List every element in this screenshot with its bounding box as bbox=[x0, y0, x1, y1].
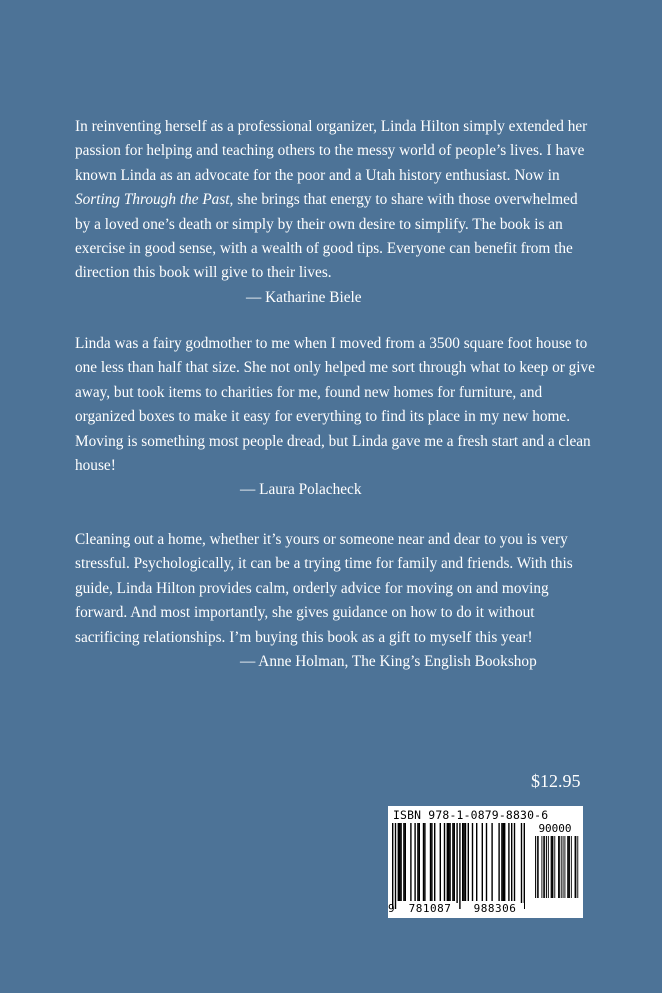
barcode-bar bbox=[554, 836, 555, 898]
barcode-bar bbox=[537, 836, 538, 898]
barcode-bar bbox=[463, 823, 464, 901]
barcode-bar bbox=[410, 823, 411, 901]
testimonial-attribution: — Katharine Biele bbox=[246, 288, 362, 306]
barcode-bar bbox=[546, 836, 547, 898]
barcode-bar bbox=[511, 823, 512, 901]
barcode-bar bbox=[571, 836, 572, 898]
barcode-bar bbox=[558, 836, 559, 898]
barcode-bar bbox=[430, 823, 431, 901]
testimonial-katharine-biele bbox=[75, 115, 595, 310]
barcode-bar bbox=[403, 823, 404, 901]
barcode-bar bbox=[431, 823, 432, 901]
barcode-bar bbox=[524, 823, 525, 909]
barcode-bar bbox=[535, 836, 536, 898]
price-addon-number: 90000 bbox=[538, 822, 572, 835]
barcode-bar bbox=[482, 823, 483, 901]
barcode-bar bbox=[503, 823, 504, 901]
barcode-bar bbox=[392, 823, 393, 909]
barcode-bar bbox=[501, 823, 502, 901]
barcode-bar bbox=[575, 836, 576, 898]
ean-right-digits: 988306 bbox=[466, 903, 524, 915]
barcode-bar bbox=[476, 823, 477, 901]
barcode-bar bbox=[552, 836, 553, 898]
testimonial-text: Linda was a fairy godmother to me when I moved from a 3500 square foot house to one less than half that size. She not only helped me sort through what to keep or give away, but took items to charities for me, found new homes for furniture, and organized boxes to make it easy for everything to find its place in my new home. Moving is something most people dread, but Linda gave me a fresh start and a clean house! bbox=[75, 335, 595, 475]
barcode-bar bbox=[395, 823, 396, 909]
testimonial-text: Cleaning out a home, whether it’s yours or someone near and dear to you is very stressful. Psychologically, it can be a trying time for family and friends. With this guide, Linda Hilton provides calm, orderly advice for moving on and moving forward. And most importantly, she gives guidance on how to do it without sacrificing relationships. I’m buying this book as a gift to myself this year! bbox=[75, 531, 573, 646]
barcode-bar bbox=[551, 836, 552, 898]
barcode-bar bbox=[400, 823, 401, 901]
barcode-bar bbox=[456, 823, 457, 909]
barcode-bar bbox=[405, 823, 406, 901]
barcode-bar bbox=[552, 836, 553, 898]
barcode-bar bbox=[414, 823, 415, 901]
barcode-bar bbox=[423, 823, 424, 901]
barcode-bar bbox=[575, 836, 576, 898]
barcode-bar bbox=[459, 823, 460, 909]
barcode-bar bbox=[559, 836, 560, 898]
barcode-bar bbox=[568, 836, 569, 898]
barcode-bar bbox=[448, 823, 449, 901]
barcode-bar bbox=[468, 823, 469, 901]
barcode-bar bbox=[447, 823, 448, 901]
ean-left-digits: 781087 bbox=[401, 903, 459, 915]
barcode-bar bbox=[486, 823, 487, 901]
testimonial-attribution: — Laura Polacheck bbox=[240, 481, 362, 499]
barcode-bar bbox=[548, 836, 549, 898]
barcode-bar bbox=[538, 836, 539, 898]
barcode-bar bbox=[567, 836, 568, 898]
barcode-bar bbox=[449, 823, 450, 901]
barcode-bar bbox=[424, 823, 425, 901]
testimonial-anne-holman bbox=[75, 528, 595, 674]
isbn-barcode bbox=[388, 806, 583, 918]
testimonial-text: In reinventing herself as a professional organizer, Linda Hilton simply extended her passion for helping and teaching others to the messy world of people’s lives. I have known Linda as an advocate for the poor and a Utah history enthusiast. Now in Sorting Through the Past, she brings that energy to share with those overwhelmed by a loved one’s death or simply by their own desire to simplify. The book is an exercise in good sense, with a wealth of good tips. Everyone can benefit from the direction this book will give to their lives. bbox=[75, 118, 588, 282]
barcode-bar bbox=[452, 823, 453, 901]
barcode-bar bbox=[569, 836, 570, 898]
barcode-bar bbox=[521, 823, 522, 909]
barcode-bar bbox=[417, 823, 418, 901]
barcode-bar bbox=[563, 836, 564, 898]
barcode-bar bbox=[465, 823, 466, 901]
testimonial-laura-polacheck bbox=[75, 332, 595, 503]
barcode-bar bbox=[444, 823, 445, 901]
barcode-bar bbox=[514, 823, 515, 901]
barcode-bar bbox=[564, 836, 565, 898]
book-price: $12.95 bbox=[531, 771, 581, 791]
barcode-bar bbox=[561, 836, 562, 898]
barcode-bar bbox=[544, 836, 545, 898]
barcode-bar bbox=[541, 836, 542, 898]
barcode-bar bbox=[462, 823, 463, 901]
barcode-bar bbox=[504, 823, 505, 901]
barcode-bar bbox=[454, 823, 455, 901]
barcode-bar bbox=[577, 836, 578, 898]
barcode-bar bbox=[498, 823, 499, 901]
barcode-bar bbox=[398, 823, 399, 901]
barcode-bar bbox=[491, 823, 492, 901]
barcode-bar bbox=[434, 823, 435, 901]
ean13-barcode-bars bbox=[392, 823, 532, 909]
barcode-bar bbox=[419, 823, 420, 901]
addon-barcode-bars bbox=[535, 836, 579, 898]
barcode-bar bbox=[399, 823, 400, 901]
ean-first-digit: 9 bbox=[388, 902, 395, 915]
barcode-bar bbox=[440, 823, 441, 901]
testimonial-attribution: — Anne Holman, The King’s English Bookshop bbox=[240, 653, 537, 671]
barcode-bar bbox=[472, 823, 473, 901]
isbn-label: ISBN 978-1-0879-8830-6 bbox=[393, 808, 549, 822]
barcode-bar bbox=[543, 836, 544, 898]
barcode-bar bbox=[508, 823, 509, 901]
